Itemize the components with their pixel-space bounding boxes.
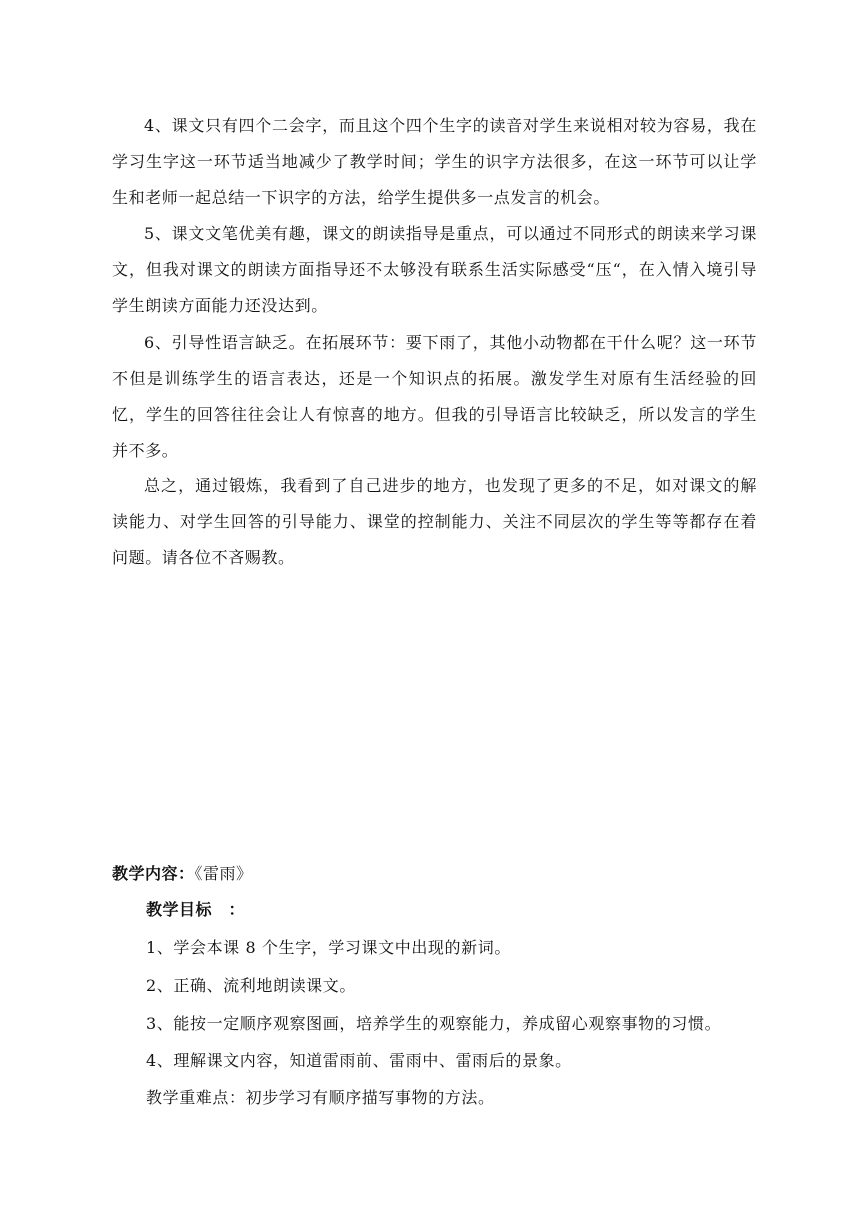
reflection-paragraph-5: 5、课文文笔优美有趣，课文的朗读指导是重点，可以通过不同形式的朗读来学习课文，但我对课文的朗读方面指导还不太够没有联系生活实际感受“压“，在入情入境引导学生朗读方面能力还没达到。 (112, 224, 757, 315)
lesson-content-title: 《雷雨》 (194, 864, 253, 883)
teaching-goal-item: 2、正确、流利地朗读课文。 (146, 976, 356, 995)
lesson-content-label: 教学内容： (112, 864, 195, 883)
teaching-key-points: 教学重难点：初步学习有顺序描写事物的方法。 (146, 1088, 495, 1107)
reflection-paragraph-4: 4、课文只有四个二会字，而且这个四个生字的读音对学生来说相对较为容易，我在学习生字这一环节适当地减少了教学时间；学生的识字方法很多，在这一环节可以让学生和老师一起总结一下识字的方法，给学生提供多一点发言的机会。 (112, 116, 757, 207)
teaching-goals-heading: 教学目标 ： (146, 900, 246, 919)
teaching-goal-item: 1、学会本课 8 个生字，学习课文中出现的新词。 (146, 938, 511, 957)
lesson-content-line (112, 862, 253, 886)
reflection-conclusion: 总之，通过锻炼，我看到了自己进步的地方，也发现了更多的不足，如对课文的解读能力、对学生回答的引导能力、课堂的控制能力、关注不同层次的学生等等都存在着问题。请各位不吝赐教。 (112, 476, 757, 567)
teaching-goal-item: 4、理解课文内容，知道雷雨前、雷雨中、雷雨后的景象。 (146, 1051, 572, 1070)
reflection-paragraph-6: 6、引导性语言缺乏。在拓展环节：要下雨了，其他小动物都在干什么呢？这一环节不但是训练学生的语言表达，还是一个知识点的拓展。激发学生对原有生活经验的回忆，学生的回答往往会让人有惊喜的地方。但我的引导语言比较缺乏，所以发言的学生并不多。 (112, 333, 757, 460)
teaching-goal-item: 3、能按一定顺序观察图画，培养学生的观察能力，养成留心观察事物的习惯。 (146, 1014, 722, 1033)
